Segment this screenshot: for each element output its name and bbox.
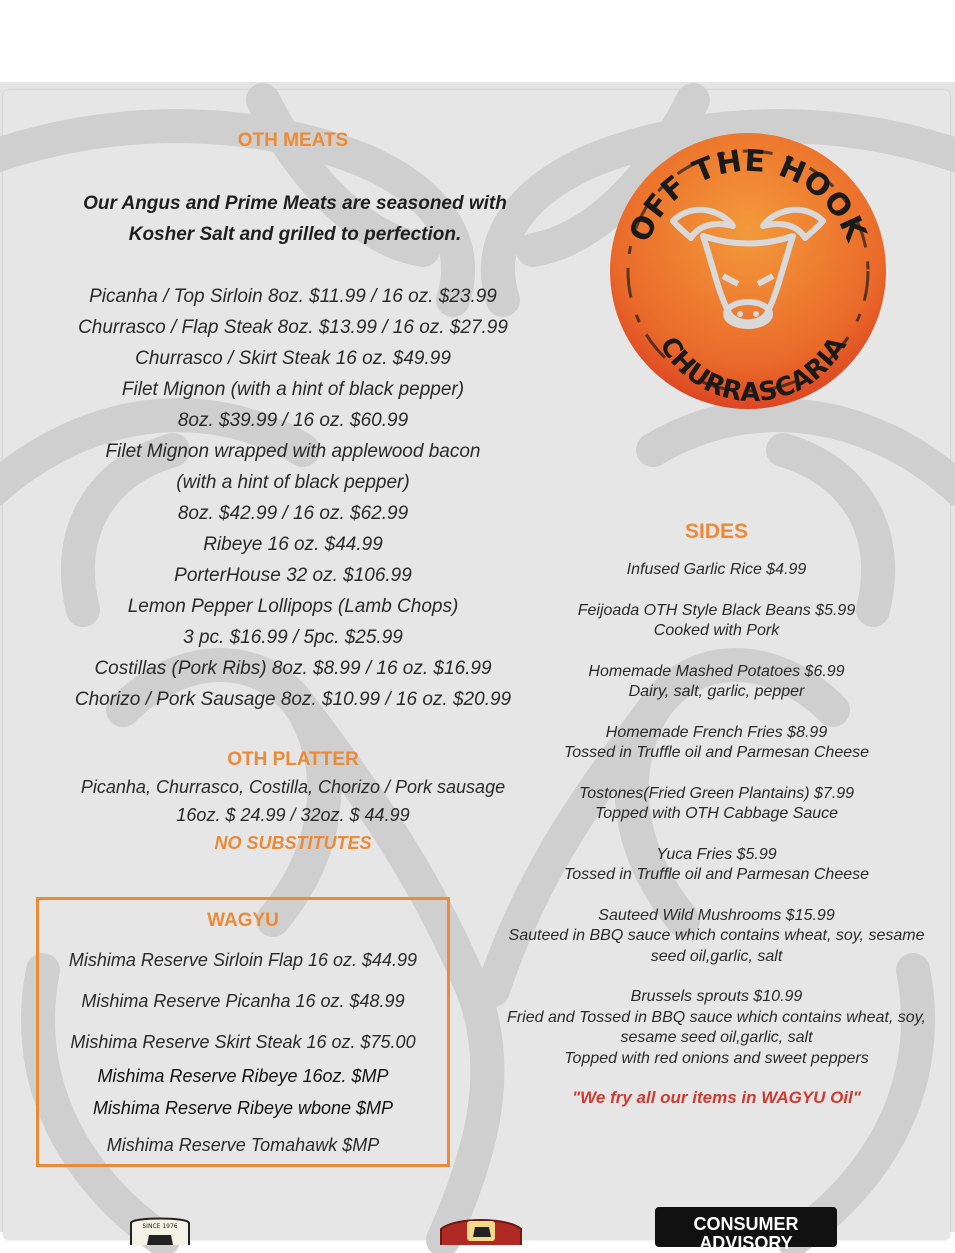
side-line: Tostones(Fried Green Plantains) $7.99 xyxy=(578,784,855,802)
meat-item: Filet Mignon (with a hint of black pepper) xyxy=(121,379,465,400)
side-item xyxy=(483,601,950,642)
side-item xyxy=(483,560,950,581)
side-item xyxy=(483,987,950,1069)
meat-item: 3 pc. $16.99 / 5pc. $25.99 xyxy=(183,627,403,648)
wagyu-item: Mishima Reserve Sirloin Flap 16 oz. $44.99 xyxy=(68,950,418,970)
side-line: Tossed in Truffle oil and Parmesan Cheese xyxy=(563,744,870,761)
wagyu-item: Mishima Reserve Skirt Steak 16 oz. $75.00 xyxy=(70,1032,416,1052)
side-line: Infused Garlic Rice $4.99 xyxy=(626,561,807,578)
side-line: Topped with OTH Cabbage Sauce xyxy=(594,805,839,822)
wagyu-oil-note: "We fry all our items in WAGYU Oil" xyxy=(572,1088,861,1107)
sides-section xyxy=(483,520,950,1108)
since-1976-badge-icon xyxy=(127,1215,193,1245)
side-line: Topped with red onions and sweet peppers xyxy=(564,1049,869,1067)
meat-item: Chorizo / Pork Sausage 8oz. $10.99 / 16 oz. $20.99 xyxy=(74,689,512,710)
meats-list xyxy=(43,281,543,715)
side-line: Tossed in Truffle oil and Parmesan Cheese xyxy=(563,866,870,883)
wagyu-box xyxy=(36,897,450,1167)
side-item xyxy=(483,662,950,703)
meats-intro xyxy=(63,188,527,250)
side-line: Fried and Tossed in BBQ sauce which contains wheat, soy, xyxy=(507,1008,926,1026)
meat-item: 8oz. $39.99 / 16 oz. $60.99 xyxy=(177,410,409,431)
meat-item: 8oz. $42.99 / 16 oz. $62.99 xyxy=(177,503,409,524)
meat-item: Filet Mignon wrapped with applewood bacon xyxy=(105,441,481,462)
cattle-seal-icon xyxy=(435,1215,527,1245)
sides-title: SIDES xyxy=(684,520,749,543)
side-line: sesame seed oil,garlic, salt xyxy=(620,1029,813,1046)
wagyu-item: Mishima Reserve Picanha 16 oz. $48.99 xyxy=(81,991,405,1011)
platter-details xyxy=(43,773,543,857)
meat-item: Picanha / Top Sirloin 8oz. $11.99 / 16 oz. $23.99 xyxy=(89,286,497,307)
meat-item: Churrasco / Flap Steak 8oz. $13.99 / 16 oz. $27.99 xyxy=(78,317,508,338)
platter-line-2: 16oz. $ 24.99 / 32oz. $ 44.99 xyxy=(176,805,410,825)
side-item xyxy=(483,906,950,968)
side-item xyxy=(483,723,950,764)
side-line: Sauteed in BBQ sauce which contains wheat, soy, sesame xyxy=(508,927,925,944)
side-line: Sauteed Wild Mushrooms $15.99 xyxy=(598,906,835,924)
intro-line-2: Kosher Salt and grilled to perfection. xyxy=(128,224,462,245)
meat-item: PorterHouse 32 oz. $106.99 xyxy=(174,565,412,586)
oth-platter-title: OTH PLATTER xyxy=(227,749,359,770)
wagyu-list xyxy=(39,950,447,1156)
off-the-hook-logo xyxy=(603,126,893,416)
side-line: seed oil,garlic, salt xyxy=(650,947,783,965)
side-line: Dairy, salt, garlic, pepper xyxy=(628,683,805,700)
menu-page xyxy=(0,82,955,1253)
platter-line-1: Picanha, Churrasco, Costilla, Chorizo / Pork sausage xyxy=(80,777,506,797)
meat-item: Churrasco / Skirt Steak 16 oz. $49.99 xyxy=(135,348,451,369)
side-line: Homemade French Fries $8.99 xyxy=(605,723,828,741)
consumer-line-1: CONSUMER xyxy=(693,1214,799,1234)
side-line: Cooked with Pork xyxy=(653,622,780,639)
meat-item: (with a hint of black pepper) xyxy=(176,472,410,493)
meat-item: Ribeye 16 oz. $44.99 xyxy=(203,534,383,555)
side-line: Homemade Mashed Potatoes $6.99 xyxy=(588,662,845,680)
svg-text:SINCE 1976: SINCE 1976 xyxy=(142,1223,178,1230)
side-line: Feijoada OTH Style Black Beans $5.99 xyxy=(577,601,856,619)
logo-bottom-text: CHURRASCARIA xyxy=(653,331,853,409)
wagyu-item: Mishima Reserve Ribeye wbone $MP xyxy=(92,1098,394,1118)
wagyu-item: Mishima Reserve Tomahawk $MP xyxy=(106,1135,380,1155)
logo-top-text: OFF THE HOOK xyxy=(622,143,874,248)
side-line: Yuca Fries $5.99 xyxy=(656,845,777,863)
side-item xyxy=(483,784,950,825)
wagyu-title: WAGYU xyxy=(207,910,279,931)
wagyu-item: Mishima Reserve Ribeye 16oz. $MP xyxy=(97,1066,389,1086)
consumer-line-2: ADVISORY xyxy=(699,1233,793,1253)
side-line: Brussels sprouts $10.99 xyxy=(630,988,803,1005)
oth-meats-title: OTH MEATS xyxy=(237,130,349,151)
intro-line-1: Our Angus and Prime Meats are seasoned with xyxy=(83,193,507,214)
side-item xyxy=(483,845,950,886)
meat-item: Lemon Pepper Lollipops (Lamb Chops) xyxy=(127,596,459,617)
meat-item: Costillas (Pork Ribs) 8oz. $8.99 / 16 oz. $16.99 xyxy=(94,658,492,679)
menu-panel xyxy=(3,90,950,1253)
no-substitutes-note: NO SUBSTITUTES xyxy=(214,833,372,853)
consumer-advisory-badge xyxy=(655,1207,837,1253)
